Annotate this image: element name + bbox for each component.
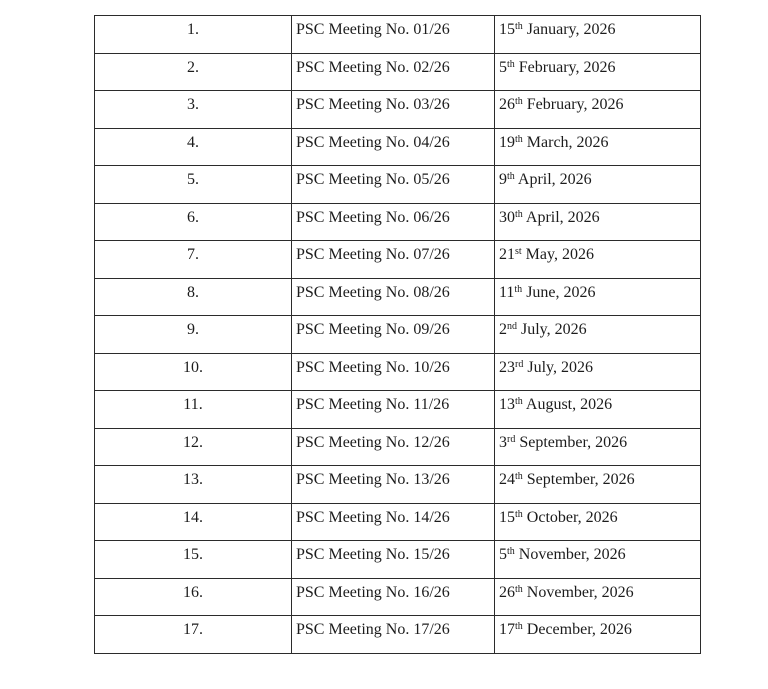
date-cell: [495, 16, 701, 54]
date-day: 5: [499, 58, 507, 76]
date-day: 15: [499, 21, 515, 38]
date-month-year: February, 2026: [514, 58, 616, 76]
serial-number: 1.: [187, 21, 199, 38]
serial-cell: [95, 503, 292, 541]
date-day: 30: [499, 208, 515, 226]
date-cell: [495, 616, 701, 654]
date-day: 26: [499, 96, 515, 113]
date-month-year: September, 2026: [522, 471, 635, 488]
meeting-label: PSC Meeting No. 16/26: [296, 583, 450, 601]
meeting-label: PSC Meeting No. 01/26: [296, 21, 450, 38]
date-day: 23: [499, 358, 515, 376]
serial-number: 3.: [187, 96, 199, 113]
serial-cell: [95, 16, 292, 54]
meeting-label: PSC Meeting No. 05/26: [296, 171, 450, 188]
table-row: [95, 203, 701, 241]
serial-cell: [95, 53, 292, 91]
date-day: 2: [499, 321, 507, 338]
serial-number: 11.: [183, 396, 203, 413]
table-row: [95, 166, 701, 204]
meeting-cell: [292, 53, 495, 91]
meeting-table-body: [95, 16, 701, 654]
serial-cell: [95, 203, 292, 241]
date-cell: [495, 278, 701, 316]
serial-cell: [95, 128, 292, 166]
date-day: 26: [499, 583, 515, 601]
meeting-cell: [292, 541, 495, 579]
psc-meeting-schedule-table: [94, 15, 701, 654]
serial-cell: [95, 466, 292, 504]
meeting-label: PSC Meeting No. 13/26: [296, 471, 450, 488]
serial-cell: [95, 91, 292, 129]
date-ordinal: th: [515, 621, 523, 632]
date-month-year: June, 2026: [522, 283, 596, 301]
serial-cell: [95, 166, 292, 204]
serial-cell: [95, 541, 292, 579]
date-ordinal: th: [515, 583, 523, 595]
table-row: [95, 503, 701, 541]
meeting-label: PSC Meeting No. 11/26: [296, 396, 450, 413]
table-row: [95, 466, 701, 504]
date-cell: [495, 503, 701, 541]
date-cell: [495, 353, 701, 391]
serial-number: 10.: [183, 358, 203, 376]
meeting-label: PSC Meeting No. 10/26: [296, 358, 450, 376]
date-month-year: October, 2026: [522, 508, 618, 526]
serial-number: 12.: [183, 433, 203, 451]
date-cell: [495, 428, 701, 466]
table-row: [95, 278, 701, 316]
date-ordinal: rd: [515, 358, 524, 370]
date-ordinal: nd: [507, 321, 517, 332]
table-row: [95, 541, 701, 579]
serial-cell: [95, 353, 292, 391]
table-row: [95, 616, 701, 654]
serial-cell: [95, 578, 292, 616]
serial-cell: [95, 428, 292, 466]
date-month-year: November, 2026: [522, 583, 634, 601]
date-day: 17: [499, 621, 515, 638]
meeting-cell: [292, 241, 495, 279]
date-day: 24: [499, 471, 515, 488]
meeting-label: PSC Meeting No. 02/26: [296, 58, 450, 76]
meeting-cell: [292, 503, 495, 541]
date-cell: [495, 91, 701, 129]
date-ordinal: th: [507, 546, 515, 557]
meeting-cell: [292, 128, 495, 166]
date-month-year: April, 2026: [514, 171, 592, 188]
meeting-label: PSC Meeting No. 14/26: [296, 508, 450, 526]
date-cell: [495, 203, 701, 241]
date-ordinal: th: [507, 58, 515, 70]
date-cell: [495, 128, 701, 166]
meeting-cell: [292, 316, 495, 354]
date-month-year: July, 2026: [523, 358, 593, 376]
date-month-year: August, 2026: [522, 396, 613, 413]
meeting-label: PSC Meeting No. 15/26: [296, 546, 450, 563]
date-ordinal: th: [515, 471, 523, 482]
date-ordinal: th: [515, 133, 523, 145]
meeting-label: PSC Meeting No. 08/26: [296, 283, 450, 301]
meeting-cell: [292, 578, 495, 616]
table-row: [95, 91, 701, 129]
date-ordinal: th: [515, 208, 523, 220]
date-month-year: April, 2026: [522, 208, 600, 226]
date-cell: [495, 166, 701, 204]
date-day: 21: [499, 246, 515, 263]
date-month-year: January, 2026: [522, 21, 616, 38]
date-cell: [495, 578, 701, 616]
meeting-label: PSC Meeting No. 03/26: [296, 96, 450, 113]
date-ordinal: th: [507, 171, 515, 182]
serial-number: 7.: [187, 246, 199, 263]
serial-cell: [95, 616, 292, 654]
meeting-label: PSC Meeting No. 12/26: [296, 433, 450, 451]
date-ordinal: th: [515, 96, 523, 107]
serial-number: 9.: [187, 321, 199, 338]
meeting-cell: [292, 203, 495, 241]
table-row: [95, 316, 701, 354]
date-cell: [495, 466, 701, 504]
table-row: [95, 353, 701, 391]
date-month-year: March, 2026: [522, 133, 609, 151]
meeting-cell: [292, 91, 495, 129]
serial-number: 15.: [183, 546, 203, 563]
meeting-label: PSC Meeting No. 17/26: [296, 621, 450, 638]
date-ordinal: rd: [507, 433, 516, 445]
serial-cell: [95, 278, 292, 316]
date-cell: [495, 316, 701, 354]
table-row: [95, 578, 701, 616]
meeting-cell: [292, 278, 495, 316]
serial-number: 17.: [183, 621, 203, 638]
date-ordinal: th: [515, 508, 523, 520]
meeting-label: PSC Meeting No. 07/26: [296, 246, 450, 263]
date-day: 13: [499, 396, 515, 413]
meeting-cell: [292, 16, 495, 54]
date-day: 3: [499, 433, 507, 451]
table-row: [95, 428, 701, 466]
date-month-year: February, 2026: [522, 96, 624, 113]
table-row: [95, 128, 701, 166]
serial-number: 5.: [187, 171, 199, 188]
date-day: 15: [499, 508, 515, 526]
meeting-cell: [292, 428, 495, 466]
date-month-year: July, 2026: [517, 321, 587, 338]
date-ordinal: th: [514, 283, 523, 295]
date-month-year: December, 2026: [522, 621, 632, 638]
meeting-label: PSC Meeting No. 04/26: [296, 133, 450, 151]
date-cell: [495, 241, 701, 279]
date-cell: [495, 53, 701, 91]
date-month-year: September, 2026: [515, 433, 628, 451]
date-month-year: May, 2026: [521, 246, 594, 263]
date-ordinal: th: [515, 396, 523, 407]
serial-number: 4.: [187, 133, 199, 151]
table-row: [95, 16, 701, 54]
table-row: [95, 391, 701, 429]
date-month-year: November, 2026: [514, 546, 626, 563]
meeting-cell: [292, 166, 495, 204]
date-ordinal: th: [515, 21, 523, 32]
meeting-label: PSC Meeting No. 09/26: [296, 321, 450, 338]
date-day: 9: [499, 171, 507, 188]
serial-cell: [95, 391, 292, 429]
serial-number: 8.: [187, 283, 199, 301]
serial-number: 13.: [183, 471, 203, 488]
meeting-cell: [292, 616, 495, 654]
date-ordinal: st: [515, 246, 522, 257]
meeting-cell: [292, 391, 495, 429]
table-row: [95, 241, 701, 279]
serial-cell: [95, 241, 292, 279]
serial-number: 2.: [187, 58, 199, 76]
date-cell: [495, 541, 701, 579]
date-day: 19: [499, 133, 515, 151]
serial-number: 6.: [187, 208, 199, 226]
meeting-cell: [292, 466, 495, 504]
serial-number: 14.: [183, 508, 203, 526]
date-day: 11: [499, 283, 515, 301]
table-row: [95, 53, 701, 91]
meeting-label: PSC Meeting No. 06/26: [296, 208, 450, 226]
date-day: 5: [499, 546, 507, 563]
date-cell: [495, 391, 701, 429]
serial-cell: [95, 316, 292, 354]
meeting-cell: [292, 353, 495, 391]
serial-number: 16.: [183, 583, 203, 601]
